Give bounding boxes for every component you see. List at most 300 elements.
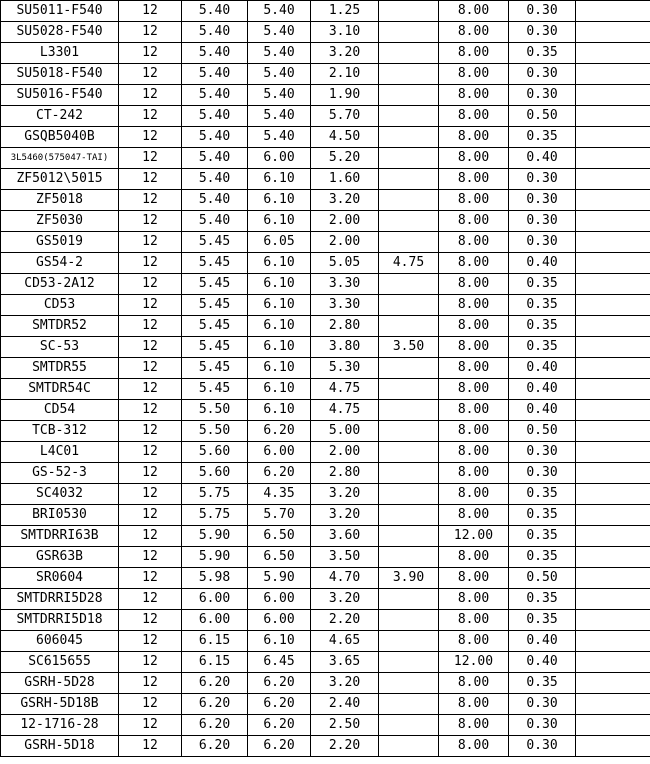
col-6-cell (379, 421, 439, 442)
col-7-cell: 8.00 (439, 22, 509, 43)
col-3-cell: 6.15 (182, 652, 248, 673)
col-7-cell: 8.00 (439, 43, 509, 64)
col-4-cell: 5.40 (248, 127, 311, 148)
col-7-cell: 8.00 (439, 568, 509, 589)
col-3-cell: 5.90 (182, 547, 248, 568)
col-2-cell: 12 (119, 484, 182, 505)
col-6-cell (379, 715, 439, 736)
col-5-cell: 2.10 (311, 64, 379, 85)
col-9-cell (576, 379, 650, 400)
table-row (1, 169, 650, 190)
table-row (1, 715, 650, 736)
col-2-cell: 12 (119, 1, 182, 22)
col-3-cell: 5.40 (182, 211, 248, 232)
col-7-cell: 8.00 (439, 1, 509, 22)
col-8-cell: 0.30 (509, 64, 576, 85)
col-6-cell (379, 190, 439, 211)
col-2-cell: 12 (119, 337, 182, 358)
col-7-cell: 12.00 (439, 652, 509, 673)
col-4-cell: 6.00 (248, 589, 311, 610)
col-9-cell (576, 505, 650, 526)
col-8-cell: 0.50 (509, 106, 576, 127)
col-8-cell: 0.40 (509, 148, 576, 169)
col-8-cell: 0.35 (509, 610, 576, 631)
table-row (1, 610, 650, 631)
col-3-cell: 5.98 (182, 568, 248, 589)
col-2-cell: 12 (119, 127, 182, 148)
table-row (1, 64, 650, 85)
part-number-cell: SU5016-F540 (1, 85, 119, 106)
col-5-cell: 2.00 (311, 442, 379, 463)
col-2-cell: 12 (119, 190, 182, 211)
part-number-cell: GSR63B (1, 547, 119, 568)
col-8-cell: 0.40 (509, 253, 576, 274)
col-5-cell: 5.05 (311, 253, 379, 274)
col-9-cell (576, 232, 650, 253)
col-8-cell: 0.30 (509, 232, 576, 253)
col-6-cell (379, 547, 439, 568)
col-2-cell: 12 (119, 631, 182, 652)
col-8-cell: 0.30 (509, 736, 576, 757)
col-3-cell: 5.60 (182, 463, 248, 484)
col-9-cell (576, 253, 650, 274)
col-8-cell: 0.30 (509, 85, 576, 106)
col-9-cell (576, 484, 650, 505)
col-7-cell: 8.00 (439, 148, 509, 169)
part-number-cell: ZF5018 (1, 190, 119, 211)
col-4-cell: 6.05 (248, 232, 311, 253)
col-6-cell: 3.90 (379, 568, 439, 589)
table-row (1, 253, 650, 274)
part-number-cell: 3L5460(575047-TAI) (1, 148, 119, 169)
col-6-cell (379, 43, 439, 64)
col-5-cell: 3.10 (311, 22, 379, 43)
col-4-cell: 5.40 (248, 22, 311, 43)
col-5-cell: 4.50 (311, 127, 379, 148)
col-5-cell: 3.80 (311, 337, 379, 358)
col-2-cell: 12 (119, 169, 182, 190)
col-7-cell: 8.00 (439, 694, 509, 715)
col-4-cell: 6.20 (248, 694, 311, 715)
col-7-cell: 8.00 (439, 358, 509, 379)
part-number-cell: L4C01 (1, 442, 119, 463)
col-9-cell (576, 274, 650, 295)
part-number-cell: SU5028-F540 (1, 22, 119, 43)
col-4-cell: 6.10 (248, 379, 311, 400)
table-row (1, 526, 650, 547)
col-4-cell: 6.10 (248, 316, 311, 337)
col-7-cell: 8.00 (439, 736, 509, 757)
col-7-cell: 8.00 (439, 673, 509, 694)
part-number-cell: GSRH-5D18 (1, 736, 119, 757)
col-5-cell: 5.70 (311, 106, 379, 127)
col-5-cell: 2.20 (311, 736, 379, 757)
table-row (1, 148, 650, 169)
col-4-cell: 6.00 (248, 610, 311, 631)
col-3-cell: 6.00 (182, 610, 248, 631)
col-6-cell (379, 652, 439, 673)
table-row (1, 358, 650, 379)
col-5-cell: 1.90 (311, 85, 379, 106)
part-number-cell: SU5018-F540 (1, 64, 119, 85)
col-3-cell: 5.45 (182, 337, 248, 358)
col-5-cell: 5.00 (311, 421, 379, 442)
col-6-cell (379, 22, 439, 43)
col-8-cell: 0.50 (509, 421, 576, 442)
col-9-cell (576, 547, 650, 568)
col-3-cell: 5.45 (182, 274, 248, 295)
col-5-cell: 2.00 (311, 232, 379, 253)
col-3-cell: 5.45 (182, 253, 248, 274)
col-9-cell (576, 421, 650, 442)
col-5-cell: 3.50 (311, 547, 379, 568)
col-2-cell: 12 (119, 505, 182, 526)
part-number-cell: SC615655 (1, 652, 119, 673)
col-7-cell: 8.00 (439, 400, 509, 421)
col-6-cell (379, 211, 439, 232)
col-6-cell (379, 1, 439, 22)
col-3-cell: 6.20 (182, 736, 248, 757)
col-9-cell (576, 463, 650, 484)
col-7-cell: 8.00 (439, 253, 509, 274)
col-4-cell: 6.10 (248, 295, 311, 316)
table-row (1, 568, 650, 589)
col-7-cell: 8.00 (439, 463, 509, 484)
table-row (1, 421, 650, 442)
col-6-cell (379, 127, 439, 148)
col-4-cell: 6.10 (248, 169, 311, 190)
col-5-cell: 4.75 (311, 379, 379, 400)
col-9-cell (576, 106, 650, 127)
col-6-cell (379, 295, 439, 316)
col-6-cell (379, 736, 439, 757)
table-row (1, 1, 650, 22)
col-2-cell: 12 (119, 442, 182, 463)
col-2-cell: 12 (119, 568, 182, 589)
part-number-cell: SU5011-F540 (1, 1, 119, 22)
col-2-cell: 12 (119, 547, 182, 568)
col-5-cell: 3.30 (311, 274, 379, 295)
part-number-cell: ZF5030 (1, 211, 119, 232)
col-5-cell: 5.20 (311, 148, 379, 169)
col-6-cell (379, 694, 439, 715)
part-number-cell: SC4032 (1, 484, 119, 505)
col-9-cell (576, 568, 650, 589)
col-9-cell (576, 295, 650, 316)
col-3-cell: 5.45 (182, 232, 248, 253)
col-5-cell: 3.60 (311, 526, 379, 547)
col-5-cell: 3.20 (311, 589, 379, 610)
col-5-cell: 3.30 (311, 295, 379, 316)
col-2-cell: 12 (119, 358, 182, 379)
col-4-cell: 5.40 (248, 1, 311, 22)
col-2-cell: 12 (119, 694, 182, 715)
col-8-cell: 0.40 (509, 379, 576, 400)
part-number-cell: L3301 (1, 43, 119, 64)
col-7-cell: 8.00 (439, 190, 509, 211)
part-number-cell: TCB-312 (1, 421, 119, 442)
col-4-cell: 5.40 (248, 64, 311, 85)
part-number-cell: SMTDRRI5D28 (1, 589, 119, 610)
col-3-cell: 5.50 (182, 421, 248, 442)
col-4-cell: 6.50 (248, 547, 311, 568)
part-number-cell: SMTDR54C (1, 379, 119, 400)
col-4-cell: 6.20 (248, 673, 311, 694)
col-7-cell: 8.00 (439, 106, 509, 127)
col-9-cell (576, 631, 650, 652)
col-9-cell (576, 127, 650, 148)
part-number-cell: SMTDRRI63B (1, 526, 119, 547)
col-6-cell (379, 379, 439, 400)
col-5-cell: 2.40 (311, 694, 379, 715)
col-3-cell: 5.40 (182, 190, 248, 211)
col-2-cell: 12 (119, 64, 182, 85)
table-row (1, 106, 650, 127)
col-5-cell: 3.20 (311, 484, 379, 505)
col-5-cell: 2.00 (311, 211, 379, 232)
col-5-cell: 3.65 (311, 652, 379, 673)
col-6-cell (379, 463, 439, 484)
part-number-cell: GS-52-3 (1, 463, 119, 484)
col-7-cell: 8.00 (439, 337, 509, 358)
col-6-cell (379, 631, 439, 652)
part-number-cell: GSRH-5D28 (1, 673, 119, 694)
col-3-cell: 5.75 (182, 484, 248, 505)
col-2-cell: 12 (119, 421, 182, 442)
col-8-cell: 0.40 (509, 358, 576, 379)
col-5-cell: 1.25 (311, 1, 379, 22)
table-row (1, 673, 650, 694)
col-6-cell (379, 610, 439, 631)
table-row (1, 694, 650, 715)
col-6-cell (379, 148, 439, 169)
col-5-cell: 1.60 (311, 169, 379, 190)
col-3-cell: 5.50 (182, 400, 248, 421)
col-8-cell: 0.30 (509, 211, 576, 232)
col-4-cell: 6.45 (248, 652, 311, 673)
col-7-cell: 8.00 (439, 232, 509, 253)
col-8-cell: 0.35 (509, 547, 576, 568)
col-4-cell: 5.40 (248, 43, 311, 64)
col-3-cell: 5.40 (182, 22, 248, 43)
col-9-cell (576, 673, 650, 694)
table-row (1, 190, 650, 211)
col-4-cell: 6.20 (248, 715, 311, 736)
col-9-cell (576, 694, 650, 715)
col-9-cell (576, 85, 650, 106)
col-2-cell: 12 (119, 85, 182, 106)
col-8-cell: 0.35 (509, 673, 576, 694)
col-7-cell: 8.00 (439, 85, 509, 106)
col-6-cell (379, 505, 439, 526)
col-7-cell: 8.00 (439, 64, 509, 85)
col-8-cell: 0.35 (509, 337, 576, 358)
col-8-cell: 0.35 (509, 526, 576, 547)
col-5-cell: 3.20 (311, 673, 379, 694)
col-9-cell (576, 169, 650, 190)
col-6-cell (379, 169, 439, 190)
part-number-cell: SMTDR52 (1, 316, 119, 337)
col-2-cell: 12 (119, 715, 182, 736)
col-2-cell: 12 (119, 589, 182, 610)
col-8-cell: 0.35 (509, 316, 576, 337)
col-4-cell: 6.10 (248, 400, 311, 421)
col-6-cell (379, 316, 439, 337)
col-8-cell: 0.35 (509, 505, 576, 526)
col-2-cell: 12 (119, 463, 182, 484)
col-9-cell (576, 652, 650, 673)
col-4-cell: 5.70 (248, 505, 311, 526)
col-2-cell: 12 (119, 232, 182, 253)
part-number-cell: GS54-2 (1, 253, 119, 274)
table-row (1, 295, 650, 316)
table-row (1, 589, 650, 610)
col-6-cell (379, 673, 439, 694)
col-5-cell: 2.80 (311, 463, 379, 484)
table-row (1, 631, 650, 652)
col-8-cell: 0.35 (509, 484, 576, 505)
part-number-cell: CT-242 (1, 106, 119, 127)
col-6-cell (379, 442, 439, 463)
col-2-cell: 12 (119, 295, 182, 316)
table-row (1, 442, 650, 463)
col-3-cell: 6.00 (182, 589, 248, 610)
table-row (1, 400, 650, 421)
col-4-cell: 6.10 (248, 358, 311, 379)
table-row (1, 736, 650, 757)
part-number-cell: ZF5012\5015 (1, 169, 119, 190)
part-number-cell: 12-1716-28 (1, 715, 119, 736)
col-7-cell: 8.00 (439, 505, 509, 526)
col-4-cell: 6.10 (248, 211, 311, 232)
col-7-cell: 8.00 (439, 589, 509, 610)
col-9-cell (576, 358, 650, 379)
col-6-cell (379, 484, 439, 505)
table-row (1, 547, 650, 568)
part-number-cell: CD53 (1, 295, 119, 316)
part-number-cell: SC-53 (1, 337, 119, 358)
col-7-cell: 8.00 (439, 379, 509, 400)
col-4-cell: 5.90 (248, 568, 311, 589)
col-8-cell: 0.35 (509, 589, 576, 610)
col-6-cell (379, 106, 439, 127)
col-7-cell: 12.00 (439, 526, 509, 547)
col-8-cell: 0.40 (509, 631, 576, 652)
table-row (1, 379, 650, 400)
col-6-cell (379, 64, 439, 85)
col-7-cell: 8.00 (439, 442, 509, 463)
col-4-cell: 6.10 (248, 337, 311, 358)
col-6-cell (379, 358, 439, 379)
col-5-cell: 5.30 (311, 358, 379, 379)
col-2-cell: 12 (119, 400, 182, 421)
table-row (1, 22, 650, 43)
col-9-cell (576, 400, 650, 421)
part-number-cell: GSQB5040B (1, 127, 119, 148)
col-5-cell: 2.80 (311, 316, 379, 337)
col-9-cell (576, 64, 650, 85)
col-5-cell: 3.20 (311, 190, 379, 211)
col-8-cell: 0.30 (509, 715, 576, 736)
col-6-cell: 4.75 (379, 253, 439, 274)
col-9-cell (576, 148, 650, 169)
col-3-cell: 6.15 (182, 631, 248, 652)
part-number-cell: GSRH-5D18B (1, 694, 119, 715)
col-5-cell: 2.20 (311, 610, 379, 631)
col-9-cell (576, 526, 650, 547)
col-9-cell (576, 22, 650, 43)
col-5-cell: 3.20 (311, 505, 379, 526)
col-8-cell: 0.35 (509, 295, 576, 316)
col-2-cell: 12 (119, 610, 182, 631)
part-number-cell: 606045 (1, 631, 119, 652)
table-row (1, 505, 650, 526)
col-4-cell: 6.10 (248, 190, 311, 211)
col-5-cell: 4.75 (311, 400, 379, 421)
col-7-cell: 8.00 (439, 316, 509, 337)
col-7-cell: 8.00 (439, 295, 509, 316)
col-2-cell: 12 (119, 673, 182, 694)
col-8-cell: 0.30 (509, 694, 576, 715)
col-9-cell (576, 610, 650, 631)
col-6-cell (379, 274, 439, 295)
col-3-cell: 6.20 (182, 715, 248, 736)
part-number-cell: SMTDR55 (1, 358, 119, 379)
col-8-cell: 0.40 (509, 400, 576, 421)
col-8-cell: 0.35 (509, 274, 576, 295)
col-3-cell: 5.40 (182, 43, 248, 64)
col-5-cell: 4.65 (311, 631, 379, 652)
col-9-cell (576, 316, 650, 337)
col-3-cell: 5.90 (182, 526, 248, 547)
col-3-cell: 5.40 (182, 64, 248, 85)
col-4-cell: 6.00 (248, 442, 311, 463)
col-2-cell: 12 (119, 274, 182, 295)
col-9-cell (576, 1, 650, 22)
col-9-cell (576, 211, 650, 232)
table-row (1, 211, 650, 232)
col-2-cell: 12 (119, 106, 182, 127)
col-4-cell: 6.10 (248, 631, 311, 652)
col-6-cell (379, 589, 439, 610)
col-9-cell (576, 337, 650, 358)
col-7-cell: 8.00 (439, 715, 509, 736)
col-4-cell: 6.10 (248, 274, 311, 295)
col-3-cell: 5.45 (182, 358, 248, 379)
col-2-cell: 12 (119, 22, 182, 43)
part-number-cell: CD53-2A12 (1, 274, 119, 295)
col-4-cell: 6.10 (248, 253, 311, 274)
col-8-cell: 0.50 (509, 568, 576, 589)
col-3-cell: 5.75 (182, 505, 248, 526)
col-2-cell: 12 (119, 211, 182, 232)
table-row (1, 484, 650, 505)
col-8-cell: 0.30 (509, 442, 576, 463)
table-row (1, 85, 650, 106)
col-2-cell: 12 (119, 253, 182, 274)
col-8-cell: 0.30 (509, 463, 576, 484)
col-7-cell: 8.00 (439, 631, 509, 652)
col-3-cell: 6.20 (182, 694, 248, 715)
col-3-cell: 5.45 (182, 379, 248, 400)
col-6-cell (379, 526, 439, 547)
col-4-cell: 6.00 (248, 148, 311, 169)
col-3-cell: 5.40 (182, 106, 248, 127)
col-3-cell: 6.20 (182, 673, 248, 694)
col-9-cell (576, 589, 650, 610)
col-3-cell: 5.40 (182, 1, 248, 22)
col-6-cell: 3.50 (379, 337, 439, 358)
